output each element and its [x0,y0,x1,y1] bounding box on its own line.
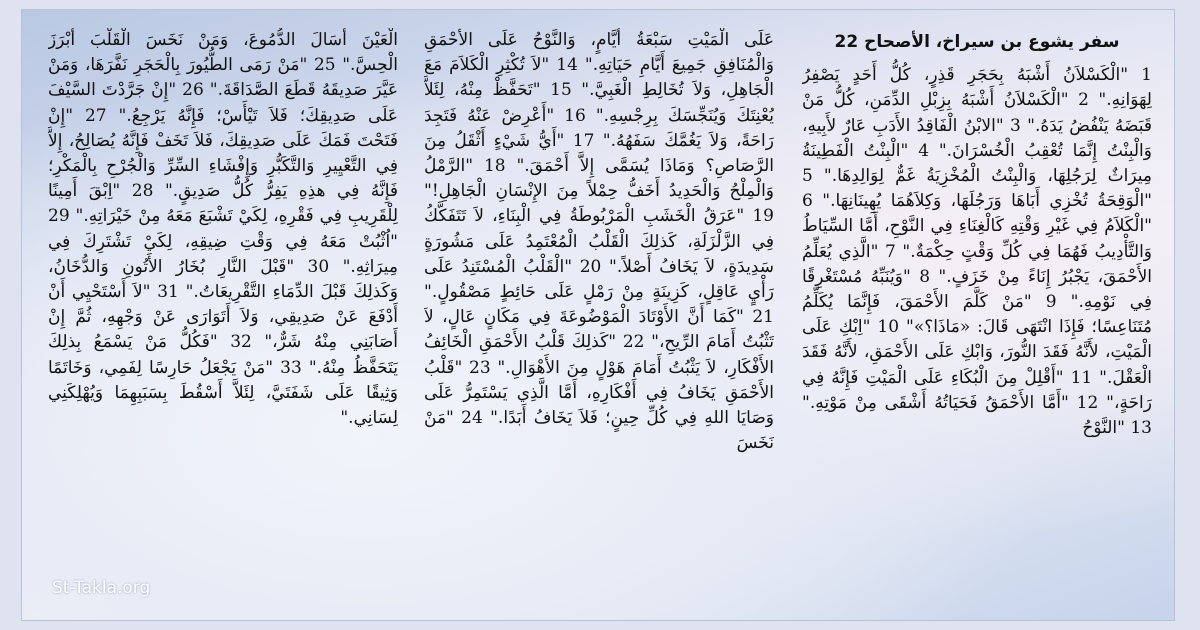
column-middle-text: عَلَى الْمَيْتِ سَبْعَةُ أَيَّامٍ، وَالنَّوْحُ عَلَى الأَحْمَقِ وَالْمُنَافِقِ جَمِيعَ أَيَّامِ حَيَاتِهِ." 14 "لاَ تُكْثِرِ الْكَلاَمَ مَعَ الْجَاهِلِ، وَلاَ تُخَالِطِ الْغَبِيَّ." 15 "تَحَفَّظْ مِنْهُ، لِئَلاَّ يُعْنِتَكَ وَيُنَجِّسَكَ بِرِجْسِهِ." 16 "أَعْرِضْ عَنْهُ فَتَجِدَ رَاحَةً، وَلاَ يَغُمَّكَ سَفَهُهُ." 17 "أَيُّ شَيْءٍ أَثْقَلُ مِنَ الرَّصَاصِ؟ وَمَاذَا يُسَمَّى إِلاَّ أَحْمَقَ." 18 "الرَّمْلُ وَالْمِلْحُ وَالْحَدِيدُ أَخَفُّ حِمْلاً مِنَ الإِنْسَانِ الْجَاهِلِ!" 19 "عَرَقُ الْخَشَبِ الْمَرْبُوطَةُ فِي الْبِنَاءِ، لاَ تَتَفَكَّكُ فِي الزَّلْزَلَةِ، كَذلِكَ الْقَلْبُ الْمُعْتَمِدُ عَلَى مَشُورَةٍ سَدِيدَةٍ، لاَ يَخَافُ أَصْلاً." 20 "الْقَلْبُ الْمُسْتَنِدُ عَلَى رَأْيٍ عَاقِلٍ، كَزِينَةٍ مِنْ رَمْلٍ عَلَى حَائِطٍ مَصْقُولٍ." 21 "كَمَا أَنَّ الأَوْتَادَ الْمَوْضُوعَةَ فِي مَكَانٍ عَالٍ، لاَ تَثْبُتُ أَمَامَ الرِّيحِ،" 22 "كَذلِكَ قَلْبُ الأَحْمَقِ الْخَائِفُ الأَفْكَارِ، لاَ يَثْبُتُ أَمَامَ هَوْلٍ مِنَ الأَهْوَالِ." 23 "قَلْبُ الأَحْمَقِ يَخَافُ فِي أَفْكَارِهِ، أَمَّا الَّذِي يَسْتَمِرُّ عَلَى وَصَايَا اللهِ فِي كُلِّ حِينٍ؛ فَلاَ يَخَافُ أَبَدًا." 24 "مَنْ نَخَسَ [424,30,774,454]
column-right-text: 1 "الْكَسْلاَنُ أَشْبَهُ بِحَجَرِ قَذِرٍ، كُلُّ أَحَدٍ يَصْفِرُ لِهَوَانِهِ." 2 "الْكَسْلاَنُ أَشْبَهُ بِزِبْلِ الدِّمَنِ، كُلُّ مَنْ قَبَضَهُ يَنْفُضُ يَدَهُ." 3 "الابْنُ الْفَاقِدُ الأَدَبِ عَارٌ لأَبِيهِ، وَالْبِنْتُ إِنَّمَا تُعْقِبُ الْخُسْرَانَ." 4 "الْبِنْتُ الْفَطِينَةُ مِيرَاثٌ لِرَجُلِهَا، وَالْبِنْتُ الْمُخْزِيَةُ غَمٌّ لِوَالِدِهَا." 5 "الْوَقِحَةُ تُخْزِي أَبَاهَا وَرَجُلَهَا، وَكِلاَهُمَا يُهِينَانِهَا." 6 "الْكَلاَمُ فِي غَيْرِ وَقْتِهِ كَالْغِنَاءِ فِي النَّوْحِ، أَمَّا السِّيَاطُ وَالتَّأْدِيبُ فَهُمَا فِي كُلِّ وَقْتٍ حِكْمَةٌ." 7 "الَّذِي يُعَلِّمُ الأَحْمَقَ، يَجْبُرُ إِنَاءً مِنْ خَزَفٍ." 8 "وَيُنَبِّهُ مُسْتَغْرِقًا فِي نَوْمِهِ." 9 "مَنْ كَلَّمَ الأَحْمَقَ، فَإِنَّمَا يُكَلِّمُ مُتَنَاعِسًا؛ فَإِذَا انْتَهَى قَالَ: «مَاذَا؟»" 10 "اِبْكِ عَلَى الْمَيْتِ، لأَنَّهُ فَقَدَ النُّورَ، وَابْكِ عَلَى الأَحْمَقِ، لأَنَّهُ فَقَدَ الْعَقْلَ." 11 "أَقْلِلْ مِنَ الْبُكَاءِ عَلَى الْمَيْتِ فَإِنَّهُ فِي رَاحَةٍ،" 12 "أَمَّا الأَحْمَقُ فَحَيَاتُهُ أَشْقَى مِنْ مَوْتِهِ." 13 "النَّوْحُ [802,65,1152,439]
text-column-right [802,28,1152,598]
scripture-panel [22,10,1174,620]
text-column-middle [424,28,774,598]
site-watermark: St-Takla.org [52,578,151,598]
column-left-text: الْعَيْنَ أَسَالَ الدُّمُوعَ، وَمَنْ نَخَسَ الْقَلْبَ أَبْرَزَ الْحِسَّ." 25 "مَنْ رَمَى الطُّيُورَ بِالْحَجَرِ نَفَّرَهَا، وَمَنْ عَيَّرَ صَدِيقَهُ قَطَعَ الصَّدَاقَةَ." 26 "إِنْ جَرَّدْتَ السَّيْفَ عَلَى صَدِيقِكَ؛ فَلاَ تَيْأَسْ؛ فَإِنَّهُ يَرْجِعُ." 27 "إِنْ فَتَحْتَ فَمَكَ عَلَى صَدِيقِكَ، فَلاَ تَخَفْ فَإِنَّهُ يُصَالِحُ، إِلاَّ فِي التَّعْيِيرِ وَالتَّكَبُّرِ وَإِفْشَاءِ السِّرِّ وَالْجُرْحِ بِالْمَكْرِ؛ فَإِنَّهُ فِي هذِهِ يَفِرُّ كُلُّ صَدِيقٍ." 28 "اِبْقَ أَمِينًا لِلْقَرِيبِ فِي فَقْرِهِ، لِكَيْ تَشْبَعَ مَعَهُ مِنْ خَيْرَاتِهِ." 29 "اُثْبُتْ مَعَهُ فِي وَقْتِ ضِيقِهِ، لِكَيْ تَشْتَرِكَ فِي مِيرَاثِهِ." 30 "قَبْلَ النَّارِ بُخَارُ الأَتُونِ وَالدُّخَانُ، وَكَذلِكَ قَبْلَ الدِّمَاءِ التَّقْرِيعَاتُ." 31 "لاَ أَسْتَحْيِي أَنْ أَدْفَعَ عَنْ صَدِيقِي، وَلاَ أَتَوَارَى عَنْ وَجْهِهِ، ثُمَّ إِنْ أَصَابَنِي مِنْهُ شَرٌّ،" 32 "فَكُلُّ مَنْ يَسْمَعُ بِذلِكَ يَتَحَفَّظُ مِنْهُ." 33 "مَنْ يَجْعَلُ حَارِسًا لِفَمِي، وَخَاتَمًا وَثِيقًا عَلَى شَفَتَيَّ، لِئَلاَّ أَسْقُطَ بِسَبَبِهِمَا وَيُهْلِكَنِي لِسَانِي." [48,30,398,429]
chapter-heading: سفر يشوع بن سيراخ، الأصحاح 22 [834,32,1120,52]
text-column-left [48,28,398,598]
